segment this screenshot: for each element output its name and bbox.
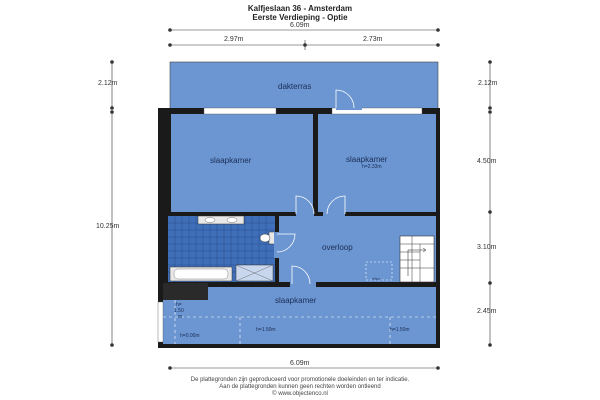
hs-m-label: m	[178, 314, 183, 320]
toilet	[260, 234, 270, 242]
room-bedroom-right-height: h=2.33m	[362, 164, 382, 170]
dim-right-3: 2.45m	[477, 308, 497, 315]
dim-top-total: 6.09m	[290, 22, 310, 29]
plan-subtitle: Eerste Verdieping - Optie	[252, 13, 348, 22]
dim-left-terrace: 2.12m	[98, 80, 118, 87]
dim-top-left: 2.97m	[224, 36, 244, 43]
dim-bottom-total: 6.09m	[290, 360, 310, 367]
dim-top-right: 2.73m	[363, 36, 383, 43]
height-zero-label: h=0.00m	[180, 333, 200, 339]
hs-h-label: h=	[176, 302, 182, 308]
staircase	[400, 236, 434, 282]
footer-line-2: Aan de plattegronden kunnen geen rechten worden ontleend	[219, 384, 381, 390]
room-bedroom-left-label: slaapkamer	[210, 156, 252, 165]
room-terrace-label: dakterras	[278, 82, 312, 91]
dim-right-terrace: 2.12m	[478, 80, 498, 87]
height-150-left-label: h=1.50m	[256, 327, 276, 333]
attic-hatch-label: vlizo	[372, 276, 381, 281]
footer-line-1: De plattegronden zijn geproduceerd voor promotionele doeleinden en ter indicatie.	[190, 377, 410, 383]
footer-line-3: © www.objectenco.nl	[272, 391, 328, 397]
height-150-right-label: h=1.50m	[390, 327, 410, 333]
dim-right-1: 4.50m	[477, 158, 497, 165]
hs-value-label: 1.50	[174, 308, 184, 314]
plan-title: Kalfjeslaan 36 - Amsterdam	[247, 4, 353, 13]
room-landing-label: overloop	[322, 243, 353, 252]
dim-right-2: 3.10m	[477, 244, 497, 251]
dim-left-total: 10.25m	[96, 223, 120, 230]
room-bedroom-right-label: slaapkamer	[346, 155, 388, 164]
room-bedroom-bottom-label: slaapkamer	[275, 296, 317, 305]
